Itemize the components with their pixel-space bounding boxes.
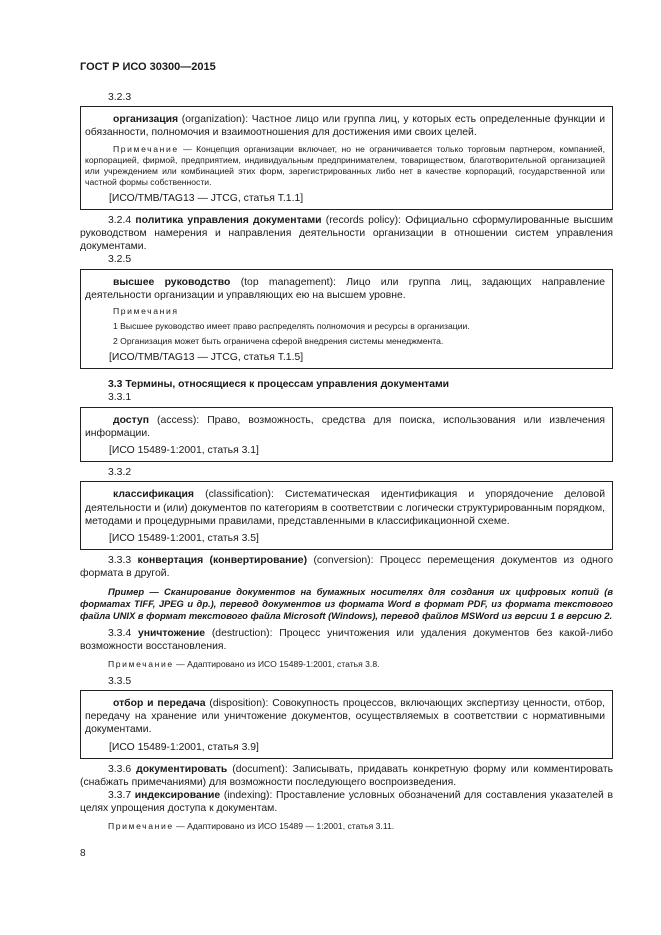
term-source: [ИСО 15489-1:2001, статья 3.5] [109,533,259,545]
term-number: 3.3.4 [108,628,132,640]
term-name: организация [113,114,179,126]
term-number: 3.3.6 [108,763,132,775]
note-label: Примечание [108,658,174,669]
term-name: доступ [113,414,149,426]
term-box-classification [80,481,613,550]
term-number: 3.2.3 [108,92,132,103]
note-text: — Адаптировано из ИСО 15489-1:2001, статья 3.8. [173,658,380,669]
term-note [80,659,613,670]
term-number: 3.3.1 [108,392,132,404]
term-name: политика управления документами [135,214,322,226]
term-text: (top management): Лицо или группа лиц, задающих направление деятельности организации и управляющих ею на высшем уровне. [85,276,605,301]
term-definition [85,697,605,737]
term-name: конвертация (конвертирование) [137,555,308,567]
note-text: — Концепция организации включает, но не ограничивается только торговым партнером, компанией, корпорацией, фирмой, предприятием, индивидуальным предпринимателем, товариществом, благотворительной организацией или учреждением или комбинацией этих форм, зарегистрированных либо нет в качестве корпораций, государственной или частной формы собственности. [85,143,605,187]
term-note [85,144,605,188]
section-heading: 3.3 Термины, относящиеся к процессам управления документами [108,379,450,391]
term-text: (document): Записывать, придавать конкретную форму или комментировать (снабжать примечаниями) для возможности последующего воспроизведения. [80,763,613,788]
term-number: 3.2.4 [108,214,132,226]
term-definition-conversion [80,554,613,580]
term-source: [ИСО 15489-1:2001, статья 3.9] [109,741,259,753]
term-definition [85,113,605,139]
term-box-disposition [80,690,613,759]
term-text: (classification): Систематическая идентификация и упорядочение деловой деятельности и (или) документов по категориям в соответствии с логически структурированным порядком, методами и процедурными правилами, представленными в классификационной схеме. [85,489,605,527]
term-definition-destruction [80,627,613,653]
document-body [80,91,613,832]
term-note: 1 Высшее руководство имеет право распределять полномочия и ресурсы в организации. [113,321,470,332]
term-box-access [80,407,613,463]
note-label: Примечание [108,820,174,831]
term-source: [ИСО/TMB/TAG13 — JTCG, статья Т.1.5] [109,352,304,364]
document-header-title: ГОСТ Р ИСО 30300—2015 [80,61,216,73]
term-text: (destruction): Процесс уничтожения или удаления документов без какой-либо возможности восстановления. [80,628,613,653]
note-text: — Адаптировано из ИСО 15489 — 1:2001, статья 3.11. [173,820,395,831]
term-name: отбор и передача [113,697,206,709]
term-example [80,586,613,623]
term-text: (indexing): Проставление условных обозначений для составления указателей в целях упрощения доступа к документам. [80,790,613,815]
term-source: [ИСО/TMB/TAG13 — JTCG, статья Т.1.1] [109,192,304,204]
term-number: 3.2.5 [108,254,132,266]
term-text: (access): Право, возможность, средства для поиска, использования или извлечения информации. [85,414,605,439]
term-number: 3.3.2 [108,467,132,479]
term-definition [85,276,605,302]
example-text: — Сканирование документов на бумажных носителях для создания их цифровых копий (в форматах TIFF, JPEG и др.), перевод документов из формата Word в формат PDF, из формата текстового файла UNIX в формат текстового файла Microsoft (Windows), перевод файлов MSWord из версии 1 в версию 2. [80,585,613,622]
term-number: 3.3.7 [108,790,132,802]
term-definition [85,488,605,528]
page-number: 8 [80,848,86,859]
term-number: 3.3.5 [108,675,132,687]
term-text: (conversion): Процесс перемещения документов из одного формата в другой. [80,555,613,580]
term-note [80,821,613,832]
term-note: 2 Организация может быть ограничена сферой внедрения системы менеджмента. [113,336,444,347]
term-definition-document [80,763,613,789]
term-source: [ИСО 15489-1:2001, статья 3.1] [109,445,259,457]
term-text: (disposition): Совокупность процессов, включающих экспертизу ценности, отбор, передачу на хранение или уничтожение документов, осуществляемых в соответствии с нормативными документами. [85,697,605,736]
note-label: Примечание [113,143,179,154]
term-text: (records policy): Официально сформулированные высшим руководством намерения и направления деятельности организации в отношении систем управления документами. [80,214,614,253]
term-name: документировать [136,763,228,775]
term-name: уничтожение [137,628,206,640]
term-box-organization [80,106,613,210]
term-definition [85,414,605,440]
term-box-top-management [80,269,613,370]
term-definition-indexing [80,789,613,815]
notes-label: Примечания [113,306,179,317]
example-label: Пример [108,585,145,597]
term-name: высшее руководство [113,276,231,288]
term-text: (organization): Частное лицо или группа лиц, у которых есть определенные функции и обязанности, полномочия и взаимоотношения для достижения ими своих целей. [85,114,605,139]
term-name: индексирование [134,790,221,802]
term-number: 3.3.3 [108,555,132,567]
term-definition-records-policy [80,214,613,254]
term-name: классификация [113,489,194,501]
